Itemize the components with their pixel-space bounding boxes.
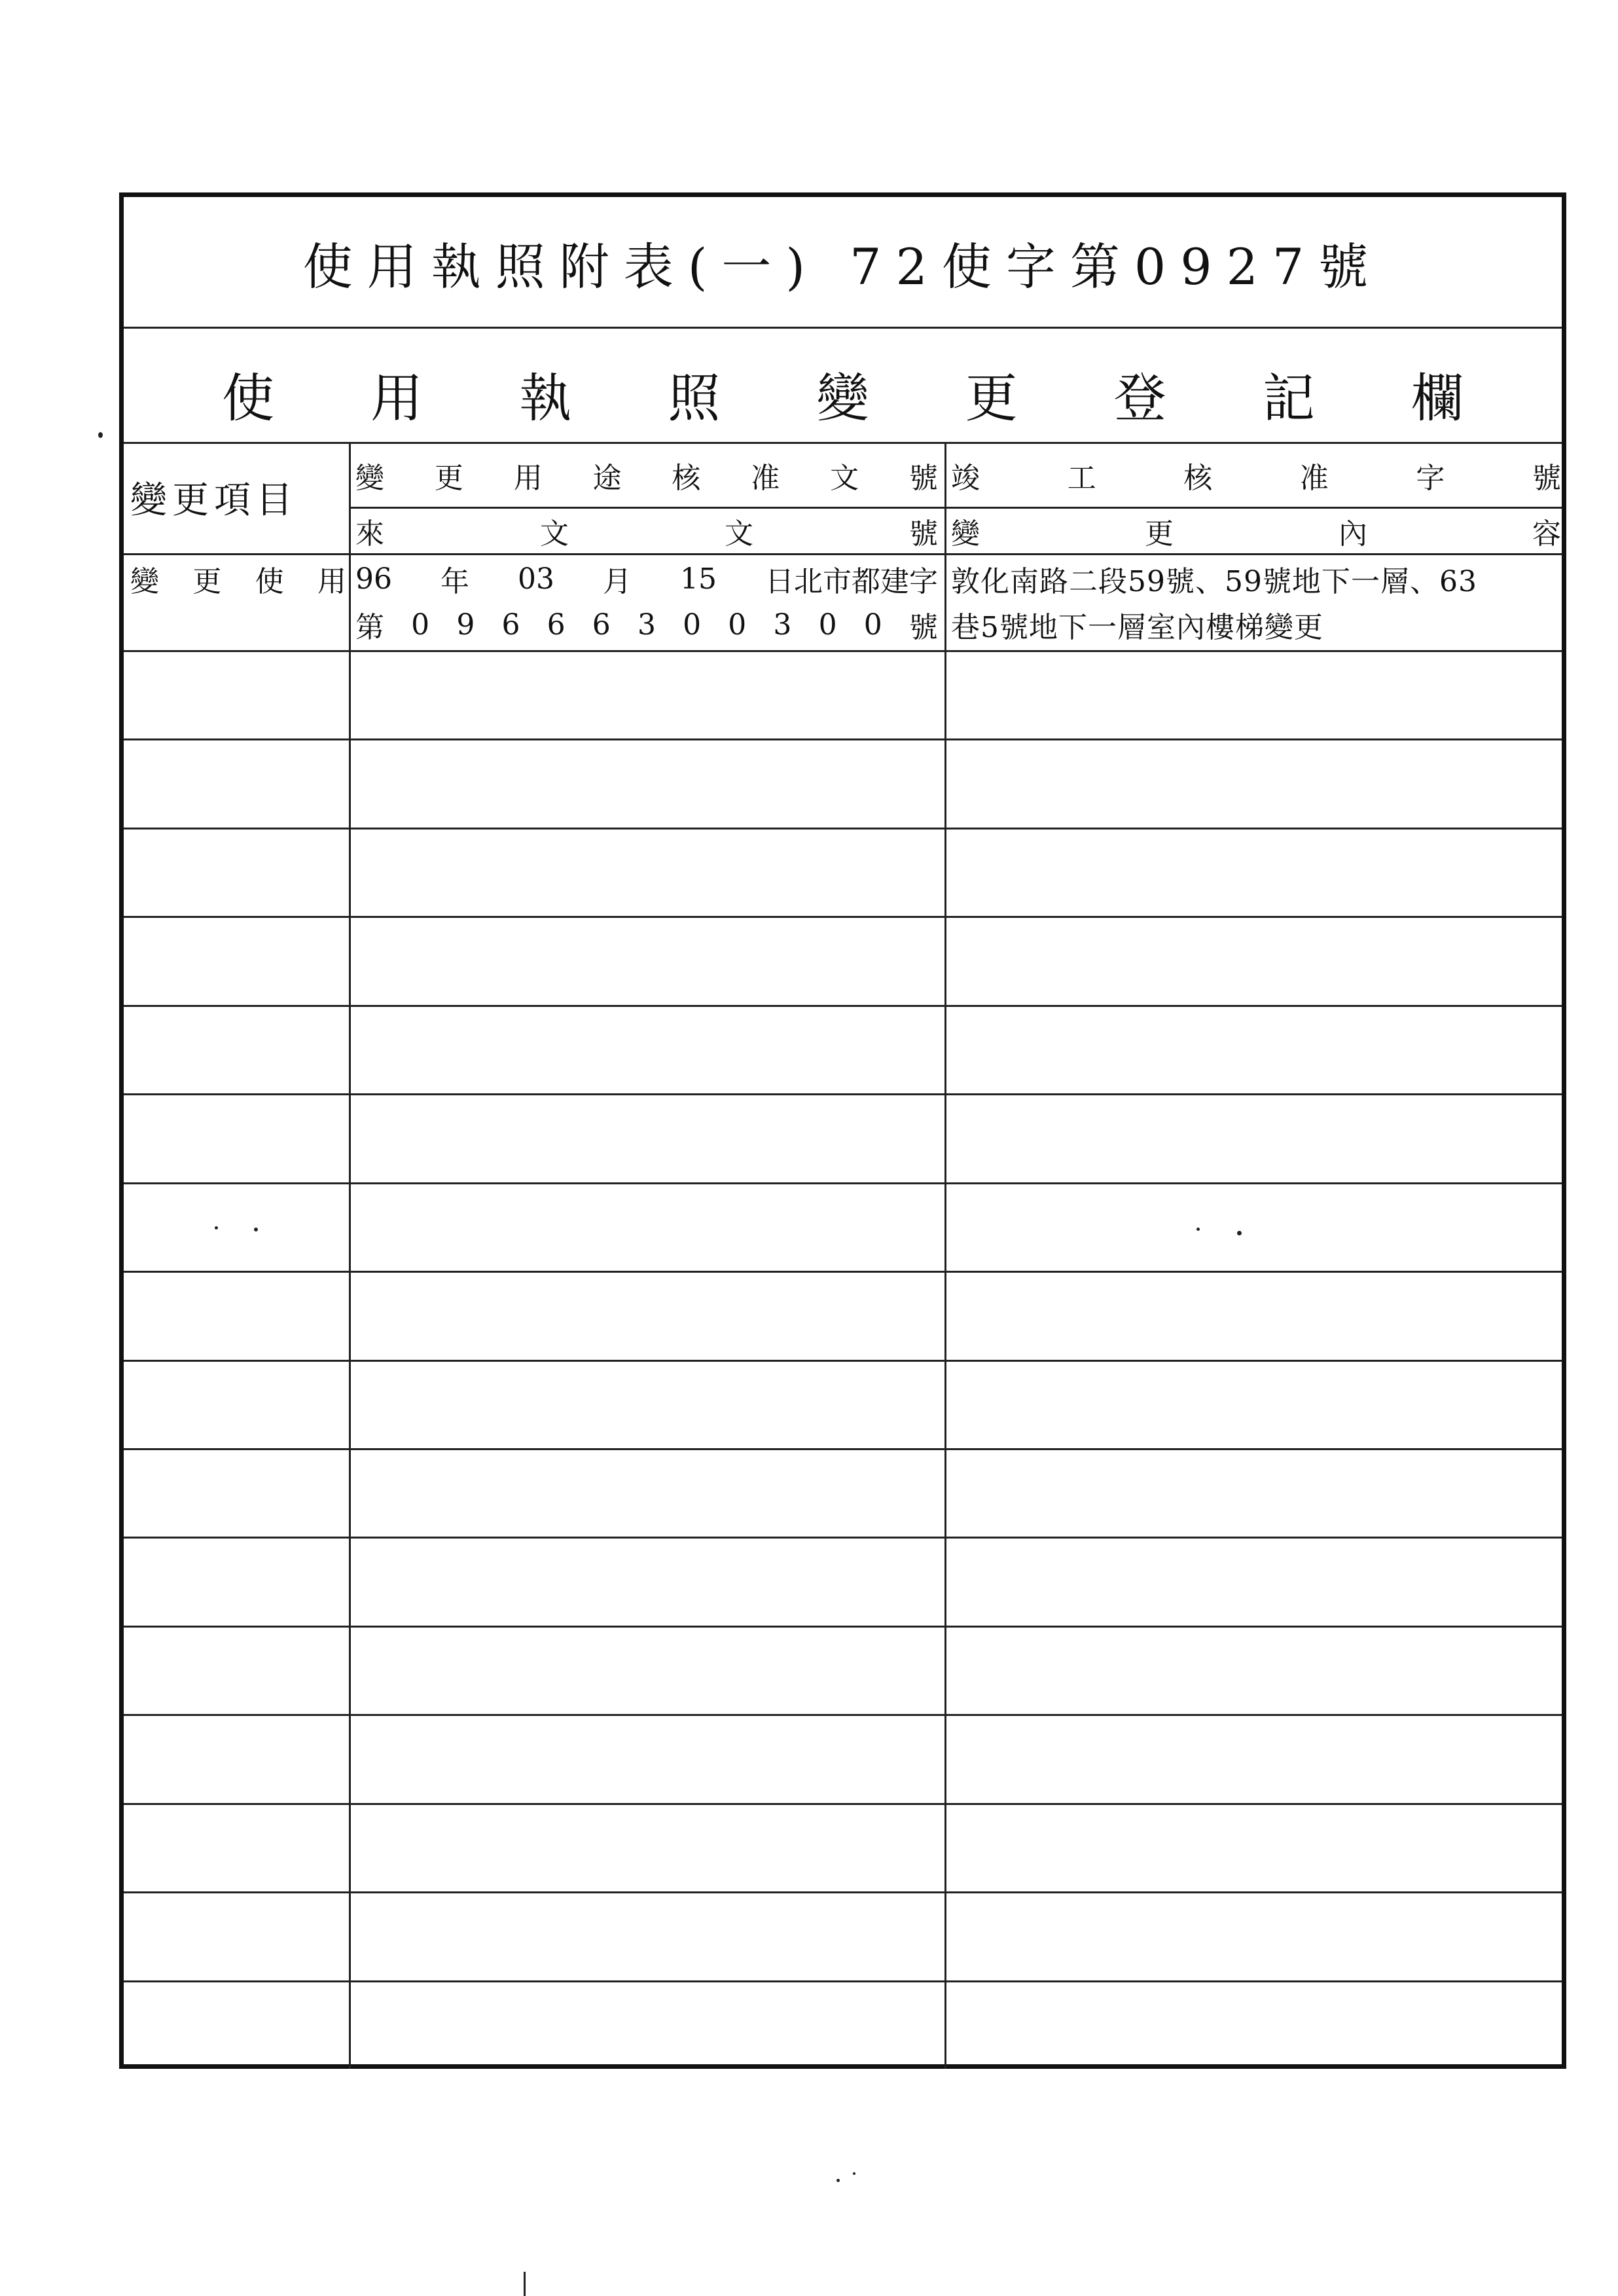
- row-doc-token: 號: [908, 611, 938, 644]
- row-doc-token: 9: [456, 608, 475, 642]
- empty-row-line: [124, 1093, 1562, 1095]
- scan-speck: [254, 1228, 258, 1231]
- row-doc-token: 0: [863, 608, 882, 642]
- row-item-char: 變: [130, 565, 159, 598]
- section-title-char: 變: [816, 367, 869, 429]
- row-doc-line2: [355, 602, 938, 647]
- section-title-char: 記: [1262, 367, 1315, 429]
- header-completion-no: [951, 446, 1561, 505]
- row-doc-token: 96: [355, 562, 392, 596]
- header-char: 來: [355, 517, 384, 551]
- scan-speck: [1237, 1231, 1242, 1235]
- empty-row-line: [124, 1271, 1562, 1273]
- page-title: 使用執照附表(一) 72使字第0927號: [302, 237, 1383, 296]
- header-char: 變: [355, 462, 384, 495]
- empty-row-line: [124, 916, 1562, 918]
- row-doc-token: 0: [728, 608, 747, 642]
- header-char: 號: [1532, 462, 1561, 495]
- row-doc-token: 0: [683, 608, 702, 642]
- empty-row-line: [124, 1626, 1562, 1628]
- empty-row-line: [124, 1182, 1562, 1184]
- section-title: [222, 348, 1464, 439]
- header-char: 文: [830, 462, 859, 495]
- row-doc-token: 6: [547, 608, 566, 642]
- row-doc-line1: [355, 556, 938, 602]
- header-char: 用: [513, 462, 543, 495]
- scan-speck: [215, 1226, 218, 1230]
- header-char: 字: [1416, 462, 1445, 495]
- empty-row-line: [124, 1448, 1562, 1450]
- row-item-char: 更: [192, 565, 222, 598]
- header-char: 變: [951, 517, 980, 551]
- scan-mark: [524, 2272, 526, 2296]
- header-char: 核: [672, 462, 701, 495]
- row-content-line1: 敦化南路二段59號、59號地下一層、63: [951, 565, 1477, 598]
- empty-row-line: [124, 1537, 1562, 1539]
- scan-speck: [853, 2172, 855, 2175]
- scan-speck: [836, 2179, 840, 2182]
- divider: [124, 650, 1562, 652]
- header-change-content: [951, 510, 1561, 552]
- header-char: 容: [1532, 517, 1561, 551]
- header-char: 准: [1299, 462, 1329, 495]
- section-title-char: 更: [965, 367, 1018, 429]
- row-doc-token: 3: [637, 608, 656, 642]
- column-divider: [349, 442, 351, 2069]
- divider: [124, 553, 1562, 555]
- row-content-line2: 巷5號地下一層室內樓梯變更: [951, 611, 1323, 644]
- row-doc-token: 月: [603, 565, 632, 598]
- header-char: 准: [751, 462, 780, 495]
- empty-row-line: [124, 1980, 1562, 1982]
- row-doc-token: 03: [518, 562, 554, 596]
- section-title-char: 使: [222, 367, 274, 429]
- license-sheet: [119, 192, 1566, 2069]
- scan-speck: [1196, 1228, 1200, 1231]
- empty-row-line: [124, 738, 1562, 740]
- header-char: 更: [434, 462, 463, 495]
- header-char: 文: [540, 517, 569, 551]
- row-doc-token: 第: [355, 611, 384, 644]
- section-title-char: 執: [519, 367, 572, 429]
- row-doc-token: 6: [501, 608, 520, 642]
- row-doc-token: 3: [773, 608, 792, 642]
- row-change-item: [130, 556, 346, 602]
- row-doc-token: 日北市都建字: [765, 565, 938, 598]
- empty-row-line: [124, 1360, 1562, 1362]
- divider: [124, 327, 1562, 329]
- header-char: 工: [1067, 462, 1096, 495]
- empty-row-line: [124, 1714, 1562, 1716]
- empty-row-line: [124, 828, 1562, 829]
- empty-row-line: [124, 1891, 1562, 1893]
- section-title-char: 欄: [1411, 367, 1464, 429]
- scan-speck: [98, 432, 103, 438]
- row-doc-token: 6: [592, 608, 611, 642]
- header-char: 號: [909, 517, 938, 551]
- row-item-char: 使: [255, 565, 284, 598]
- header-char: 竣: [951, 462, 980, 495]
- row-doc-token: 0: [818, 608, 837, 642]
- row-doc-token: 0: [411, 608, 430, 642]
- row-item-char: 用: [317, 565, 346, 598]
- row-doc-token: 15: [680, 562, 717, 596]
- header-char: 途: [592, 462, 622, 495]
- divider: [349, 507, 1562, 509]
- empty-row-line: [124, 1803, 1562, 1805]
- row-doc-token: 年: [440, 565, 469, 598]
- header-char: 號: [908, 462, 938, 495]
- header-char: 更: [1145, 517, 1174, 551]
- header-char: 核: [1183, 462, 1213, 495]
- header-char: 內: [1339, 517, 1367, 551]
- header-change-item: 變更項目: [130, 479, 298, 522]
- header-approval-doc-no: [355, 446, 938, 505]
- column-divider: [944, 442, 946, 2069]
- header-char: 文: [725, 517, 753, 551]
- header-incoming-doc-no: [355, 510, 938, 552]
- section-title-char: 照: [668, 367, 721, 429]
- empty-row-line: [124, 1005, 1562, 1007]
- section-title-char: 用: [370, 367, 423, 429]
- section-title-char: 登: [1113, 367, 1166, 429]
